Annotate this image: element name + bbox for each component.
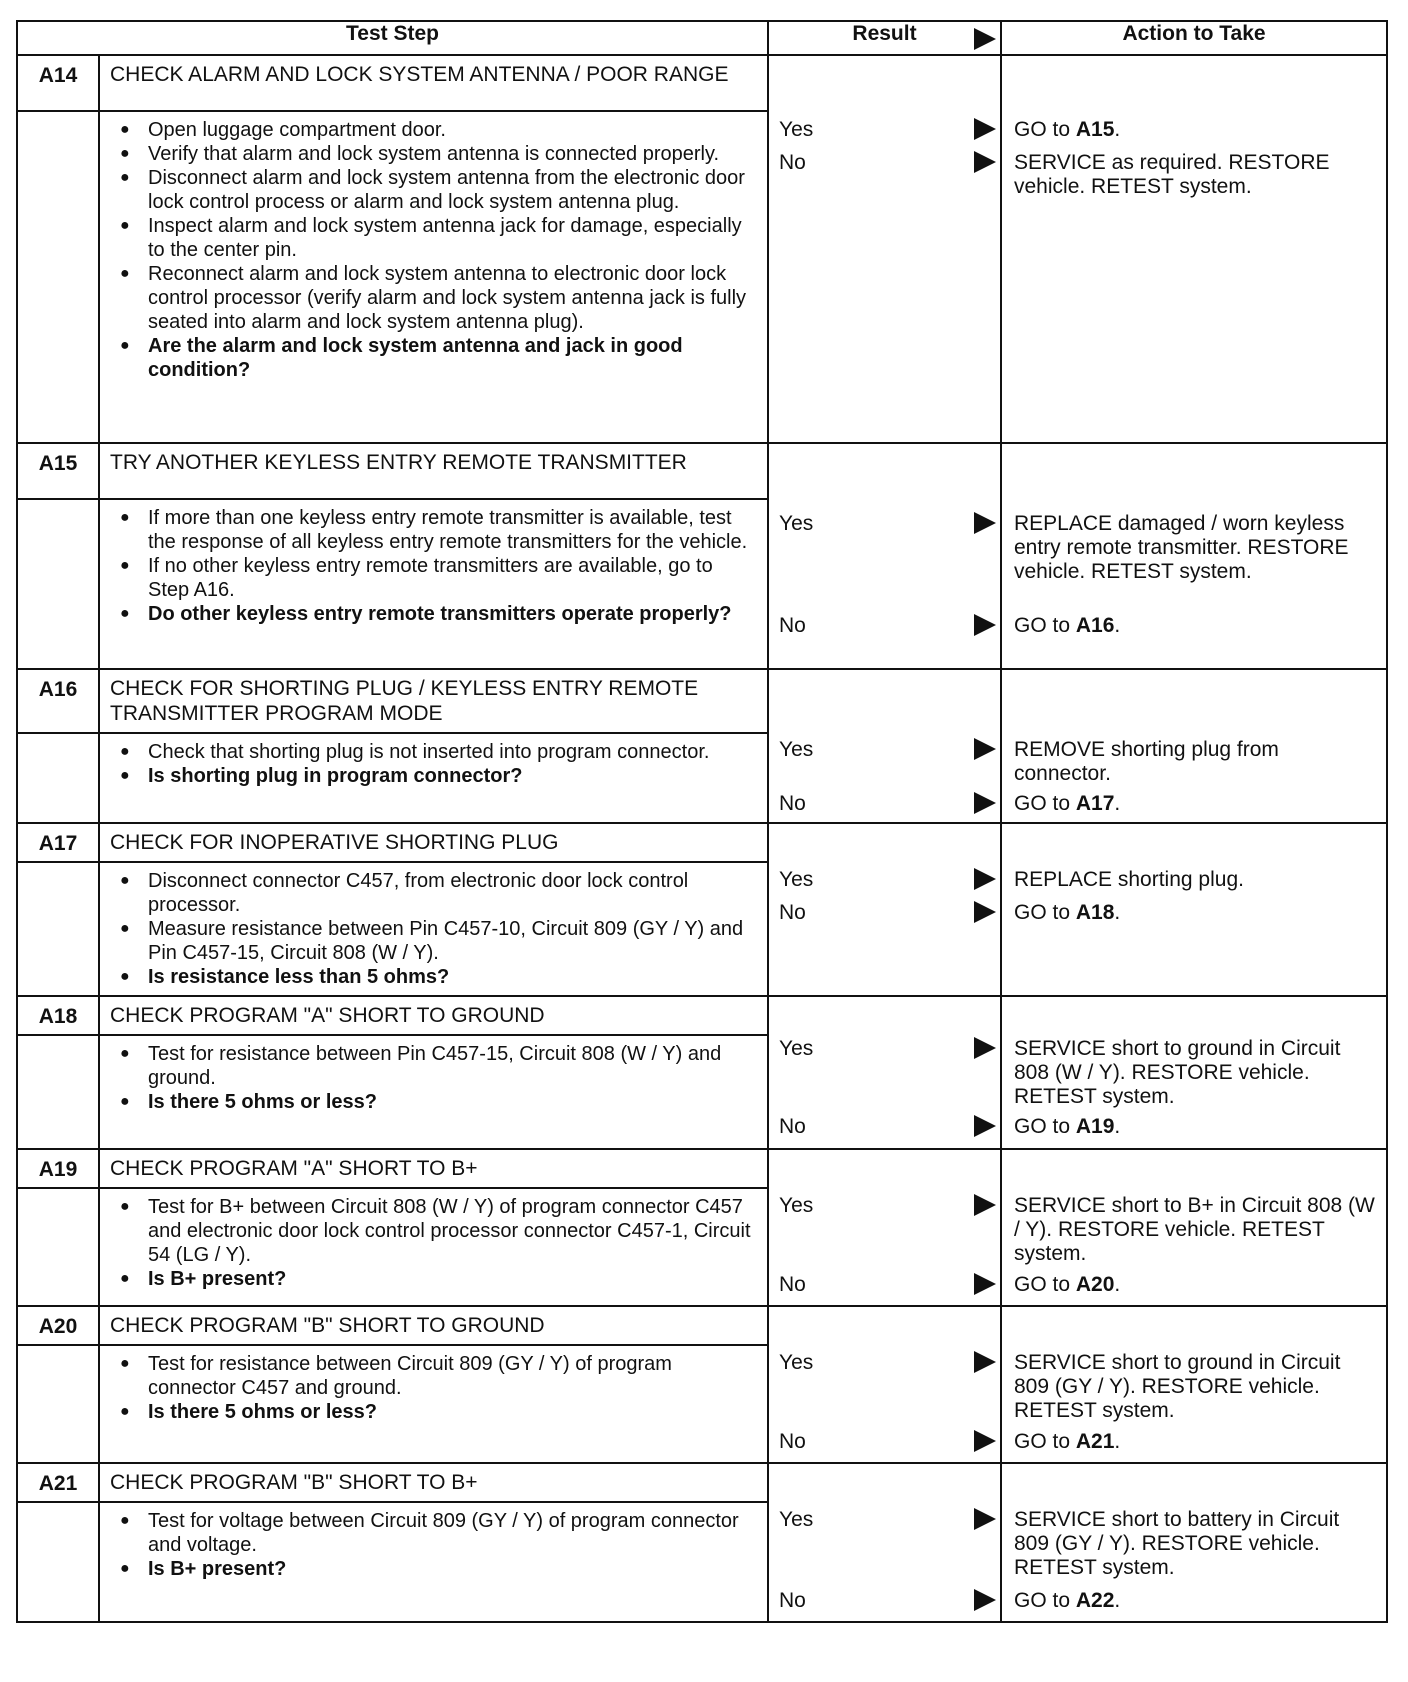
table-header-row — [17, 21, 1387, 55]
step-number: A21 — [17, 1463, 99, 1502]
no-action-text: SERVICE as required. RESTORE vehicle. RETEST system. — [1014, 151, 1330, 198]
step-procedure — [99, 862, 768, 996]
arrow-right-icon — [974, 1430, 996, 1452]
no-action-step-ref: A22 — [1075, 1589, 1115, 1612]
result-no-label: No — [779, 901, 806, 924]
step-title-row — [17, 1306, 1387, 1345]
no-action — [1014, 1430, 1378, 1454]
result-no-label: No — [779, 792, 806, 815]
result-cell — [768, 55, 1001, 443]
yes-action — [1014, 738, 1378, 786]
step-title-row — [17, 1149, 1387, 1188]
yes-action-text: SERVICE short to B+ in Circuit 808 (W / Y). RESTORE vehicle. RETEST system. — [1014, 1194, 1375, 1265]
result-no-label: No — [779, 1273, 806, 1296]
step-title: CHECK FOR SHORTING PLUG / KEYLESS ENTRY REMOTE TRANSMITTER PROGRAM MODE — [99, 669, 768, 733]
yes-action — [1014, 512, 1378, 584]
step-procedure — [99, 1502, 768, 1622]
procedure-bullet: ● Reconnect alarm and lock system antenna to electronic door lock control processor (verify alarm and lock system antenna jack is fully seated into alarm and lock system antenna plug). — [110, 262, 759, 334]
result-cell — [768, 996, 1001, 1149]
header-test-step: Test Step — [17, 21, 768, 55]
step-number: A20 — [17, 1306, 99, 1345]
procedure-question: ● Is resistance less than 5 ohms? — [110, 965, 759, 989]
procedure-bullet: ● If more than one keyless entry remote transmitter is available, test the response of all keyless entry remote transmitters for the vehicle. — [110, 506, 759, 554]
yes-action-text: REMOVE shorting plug from connector. — [1014, 738, 1279, 785]
yes-action — [1014, 1351, 1378, 1423]
procedure-question: ● Is there 5 ohms or less? — [110, 1400, 759, 1424]
no-action-step-ref: A18 — [1075, 901, 1115, 924]
yes-action-text: SERVICE short to ground in Circuit 808 (W / Y). RESTORE vehicle. RETEST system. — [1014, 1037, 1341, 1108]
step-number: A18 — [17, 996, 99, 1035]
step-number-spacer — [17, 1502, 99, 1622]
result-cell — [768, 669, 1001, 823]
no-action-step-ref: A19 — [1075, 1115, 1115, 1138]
yes-action-punct: . — [1114, 118, 1121, 141]
step-procedure — [99, 733, 768, 823]
result-no-label: No — [779, 1115, 806, 1138]
step-number-spacer — [17, 733, 99, 823]
step-title-row — [17, 996, 1387, 1035]
result-no-label: No — [779, 614, 806, 637]
procedure-bullets — [110, 869, 759, 989]
step-number-spacer — [17, 1345, 99, 1463]
action-cell — [1001, 1149, 1387, 1306]
procedure-bullet: ● Inspect alarm and lock system antenna jack for damage, especially to the center pin. — [110, 214, 759, 262]
procedure-question: ● Are the alarm and lock system antenna and jack in good condition? — [110, 334, 759, 382]
yes-action-text: SERVICE short to battery in Circuit 809 (GY / Y). RESTORE vehicle. RETEST system. — [1014, 1508, 1340, 1579]
yes-action — [1014, 1508, 1378, 1580]
action-cell — [1001, 1306, 1387, 1463]
arrow-right-icon — [974, 151, 996, 173]
result-yes-label: Yes — [779, 1508, 814, 1531]
no-action-punct: . — [1114, 1430, 1121, 1453]
yes-action — [1014, 1037, 1378, 1109]
step-number-spacer — [17, 111, 99, 443]
no-action — [1014, 1273, 1378, 1297]
no-action-step-ref: A20 — [1075, 1273, 1115, 1296]
no-action-text: GO to — [1014, 1115, 1076, 1138]
step-procedure — [99, 1345, 768, 1463]
arrow-right-icon — [974, 738, 996, 760]
procedure-bullet: ● Disconnect alarm and lock system antenna from the electronic door lock control process or alarm and lock system antenna plug. — [110, 166, 759, 214]
no-action — [1014, 614, 1378, 638]
no-action — [1014, 1115, 1378, 1139]
step-title: CHECK ALARM AND LOCK SYSTEM ANTENNA / POOR RANGE — [99, 55, 768, 111]
procedure-question: ● Is shorting plug in program connector? — [110, 764, 759, 788]
procedure-question: ● Is there 5 ohms or less? — [110, 1090, 759, 1114]
step-title-row — [17, 443, 1387, 499]
arrow-right-icon — [974, 512, 996, 534]
arrow-right-icon — [974, 792, 996, 814]
no-action-punct: . — [1114, 1115, 1121, 1138]
no-action-punct: . — [1114, 1589, 1121, 1612]
arrow-right-icon — [974, 1508, 996, 1530]
no-action-punct: . — [1114, 614, 1121, 637]
no-action — [1014, 1589, 1378, 1613]
step-title: CHECK PROGRAM "B" SHORT TO B+ — [99, 1463, 768, 1502]
step-number: A15 — [17, 443, 99, 499]
procedure-bullet: ● Measure resistance between Pin C457-10, Circuit 809 (GY / Y) and Pin C457-15, Circuit 808 (W / Y). — [110, 917, 759, 965]
no-action — [1014, 901, 1378, 925]
procedure-bullet: ● Disconnect connector C457, from electronic door lock control processor. — [110, 869, 759, 917]
result-no-label: No — [779, 1430, 806, 1453]
no-action-text: GO to — [1014, 1589, 1076, 1612]
step-procedure — [99, 499, 768, 669]
step-title-row — [17, 55, 1387, 111]
no-action — [1014, 151, 1378, 199]
result-yes-label: Yes — [779, 512, 814, 535]
yes-action — [1014, 1194, 1378, 1266]
procedure-bullets — [110, 1195, 759, 1291]
arrow-right-icon — [974, 1194, 996, 1216]
no-action-punct: . — [1114, 1273, 1121, 1296]
result-cell — [768, 1306, 1001, 1463]
yes-action-text: GO to — [1014, 118, 1076, 141]
no-action-text: GO to — [1014, 792, 1076, 815]
header-result — [768, 21, 1001, 55]
step-title: CHECK PROGRAM "A" SHORT TO B+ — [99, 1149, 768, 1188]
result-yes-label: Yes — [779, 1351, 814, 1374]
procedure-bullets — [110, 118, 759, 382]
step-number-spacer — [17, 1035, 99, 1149]
header-result-label: Result — [852, 22, 917, 45]
action-cell — [1001, 55, 1387, 443]
yes-action-text: SERVICE short to ground in Circuit 809 (GY / Y). RESTORE vehicle. RETEST system. — [1014, 1351, 1341, 1422]
no-action-step-ref: A16 — [1075, 614, 1115, 637]
result-yes-label: Yes — [779, 118, 814, 141]
step-number: A19 — [17, 1149, 99, 1188]
arrow-right-icon — [974, 901, 996, 923]
step-title: CHECK PROGRAM "B" SHORT TO GROUND — [99, 1306, 768, 1345]
step-number-spacer — [17, 499, 99, 669]
result-yes-label: Yes — [779, 868, 814, 891]
no-action-punct: . — [1114, 792, 1121, 815]
yes-action-step-ref: A15 — [1075, 118, 1115, 141]
no-action-text: GO to — [1014, 1430, 1076, 1453]
result-cell — [768, 1149, 1001, 1306]
result-cell — [768, 1463, 1001, 1622]
step-number: A17 — [17, 823, 99, 862]
result-yes-label: Yes — [779, 738, 814, 761]
procedure-bullet: ● Open luggage compartment door. — [110, 118, 759, 142]
procedure-bullets — [110, 740, 759, 788]
action-cell — [1001, 996, 1387, 1149]
arrow-right-icon — [974, 1351, 996, 1373]
no-action-step-ref: A17 — [1075, 792, 1115, 815]
no-action-punct: . — [1114, 901, 1121, 924]
arrow-right-icon — [974, 28, 996, 50]
pinpoint-test-table — [16, 20, 1388, 1623]
step-number-spacer — [17, 1188, 99, 1306]
step-title: CHECK FOR INOPERATIVE SHORTING PLUG — [99, 823, 768, 862]
procedure-bullets — [110, 1352, 759, 1424]
step-procedure — [99, 111, 768, 443]
yes-action-text: REPLACE shorting plug. — [1014, 868, 1244, 891]
action-cell — [1001, 443, 1387, 669]
step-number: A14 — [17, 55, 99, 111]
procedure-question: ● Is B+ present? — [110, 1557, 759, 1581]
procedure-bullet: ● Test for voltage between Circuit 809 (GY / Y) of program connector and voltage. — [110, 1509, 759, 1557]
procedure-bullet: ● Test for resistance between Circuit 809 (GY / Y) of program connector C457 and ground. — [110, 1352, 759, 1400]
result-cell — [768, 443, 1001, 669]
procedure-bullet: ● Test for B+ between Circuit 808 (W / Y) of program connector C457 and electronic door lock control processor connector C457-1, Circuit 54 (LG / Y). — [110, 1195, 759, 1267]
step-number-spacer — [17, 862, 99, 996]
arrow-right-icon — [974, 1037, 996, 1059]
result-yes-label: Yes — [779, 1194, 814, 1217]
result-cell — [768, 823, 1001, 996]
step-title-row — [17, 669, 1387, 733]
arrow-right-icon — [974, 868, 996, 890]
result-yes-label: Yes — [779, 1037, 814, 1060]
procedure-question: ● Do other keyless entry remote transmitters operate properly? — [110, 602, 759, 626]
arrow-right-icon — [974, 1589, 996, 1611]
action-cell — [1001, 1463, 1387, 1622]
step-procedure — [99, 1188, 768, 1306]
procedure-bullets — [110, 506, 759, 626]
step-number: A16 — [17, 669, 99, 733]
yes-action — [1014, 868, 1378, 892]
no-action-step-ref: A21 — [1075, 1430, 1115, 1453]
step-title-row — [17, 823, 1387, 862]
action-cell — [1001, 669, 1387, 823]
procedure-bullets — [110, 1509, 759, 1581]
arrow-right-icon — [974, 118, 996, 140]
procedure-bullet: ● Test for resistance between Pin C457-15, Circuit 808 (W / Y) and ground. — [110, 1042, 759, 1090]
procedure-bullet: ● Check that shorting plug is not inserted into program connector. — [110, 740, 759, 764]
no-action-text: GO to — [1014, 1273, 1076, 1296]
no-action-text: GO to — [1014, 614, 1076, 637]
arrow-right-icon — [974, 614, 996, 636]
header-action: Action to Take — [1001, 21, 1387, 55]
arrow-right-icon — [974, 1115, 996, 1137]
step-title: CHECK PROGRAM "A" SHORT TO GROUND — [99, 996, 768, 1035]
step-procedure — [99, 1035, 768, 1149]
yes-action-text: REPLACE damaged / worn keyless entry remote transmitter. RESTORE vehicle. RETEST system. — [1014, 512, 1349, 583]
yes-action — [1014, 118, 1378, 142]
no-action-text: GO to — [1014, 901, 1076, 924]
procedure-bullet: ● Verify that alarm and lock system antenna is connected properly. — [110, 142, 759, 166]
action-cell — [1001, 823, 1387, 996]
step-title: TRY ANOTHER KEYLESS ENTRY REMOTE TRANSMITTER — [99, 443, 768, 499]
procedure-bullets — [110, 1042, 759, 1114]
result-no-label: No — [779, 151, 806, 174]
diagnostic-page — [16, 20, 1386, 1623]
step-title-row — [17, 1463, 1387, 1502]
result-no-label: No — [779, 1589, 806, 1612]
no-action — [1014, 792, 1378, 816]
procedure-question: ● Is B+ present? — [110, 1267, 759, 1291]
procedure-bullet: ● If no other keyless entry remote transmitters are available, go to Step A16. — [110, 554, 759, 602]
arrow-right-icon — [974, 1273, 996, 1295]
